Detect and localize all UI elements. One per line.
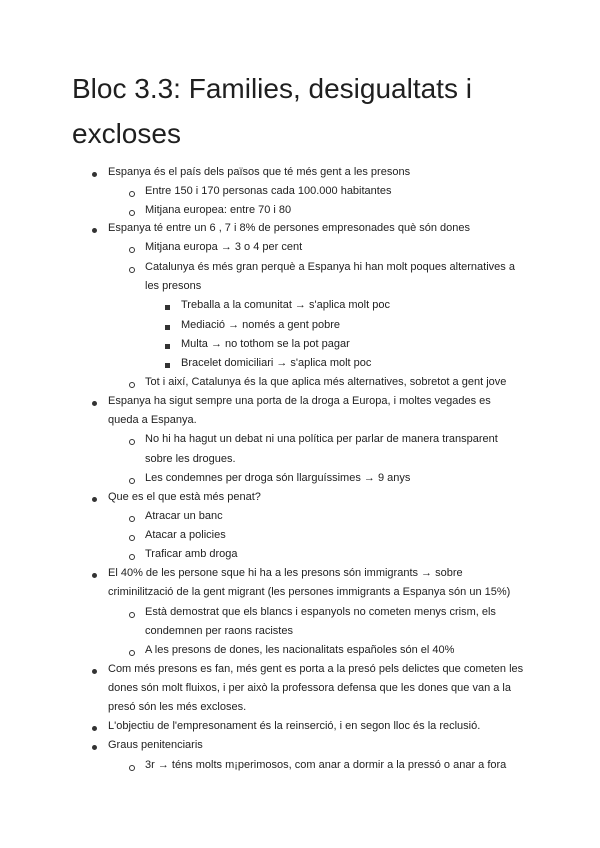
bullet-square-icon bbox=[165, 305, 170, 310]
list-item: Espanya ha sigut sempre una porta de la droga a Europa, i moltes vegades es bbox=[108, 395, 491, 407]
list-item: Mediació → només a gent pobre bbox=[181, 319, 340, 331]
bullet-dot-icon bbox=[92, 497, 97, 502]
list-item: Traficar amb droga bbox=[145, 548, 238, 560]
list-item-continuation: dones són molt fluixos, i per això la professora defensa que les dones que van a la bbox=[108, 682, 511, 694]
list-item-continuation: presó són les més excloses. bbox=[108, 701, 247, 713]
bullet-circle-icon bbox=[129, 439, 135, 445]
bullet-circle-icon bbox=[129, 247, 135, 253]
bullet-circle-icon bbox=[129, 478, 135, 484]
bullet-circle-icon bbox=[129, 382, 135, 388]
bullet-circle-icon bbox=[129, 612, 135, 618]
list-item: Com més presons es fan, més gent es porta a la presó pels delictes que cometen les bbox=[108, 663, 524, 675]
bullet-circle-icon bbox=[129, 554, 135, 560]
bullet-circle-icon bbox=[129, 210, 135, 216]
list-item: Tot i així, Catalunya és la que aplica més alternatives, sobretot a gent jove bbox=[145, 376, 507, 388]
list-item-continuation: queda a Espanya. bbox=[108, 414, 197, 426]
bullet-dot-icon bbox=[92, 669, 97, 674]
list-item: A les presons de dones, les nacionalitats españoles són el 40% bbox=[145, 644, 455, 656]
list-item: Mitjana europa → 3 o 4 per cent bbox=[145, 241, 303, 253]
bullet-circle-icon bbox=[129, 650, 135, 656]
list-item: Mitjana europea: entre 70 i 80 bbox=[145, 204, 292, 216]
list-item: El 40% de les persone sque hi ha a les presons són immigrants → sobre bbox=[108, 567, 463, 579]
bullet-circle-icon bbox=[129, 765, 135, 771]
bullet-circle-icon bbox=[129, 267, 135, 273]
list-item: L'objectiu de l'empresonament és la reinserció, i en segon lloc és la reclusió. bbox=[108, 720, 481, 732]
bullet-circle-icon bbox=[129, 191, 135, 197]
bullet-dot-icon bbox=[92, 573, 97, 578]
list-item: Està demostrat que els blancs i espanyols no cometen menys crism, els bbox=[145, 606, 496, 618]
list-item: Catalunya és més gran perquè a Espanya hi han molt poques alternatives a bbox=[145, 261, 515, 273]
list-item-continuation: criminilització de la gent migrant (les persones immigrants a Espanya són un 15%) bbox=[108, 586, 511, 598]
list-item: Que es el que està més penat? bbox=[108, 491, 261, 503]
list-item-continuation: les presons bbox=[145, 280, 202, 292]
bullet-dot-icon bbox=[92, 745, 97, 750]
page-title: Bloc 3.3: Families, desigualtats i excloses bbox=[72, 73, 472, 149]
list-item: Graus penitenciaris bbox=[108, 739, 203, 751]
bullet-square-icon bbox=[165, 325, 170, 330]
list-item: Entre 150 i 170 personas cada 100.000 habitantes bbox=[145, 185, 392, 197]
list-item: Espanya té entre un 6 , 7 i 8% de persones empresonades què són dones bbox=[108, 222, 471, 234]
list-item: Bracelet domiciliari → s'aplica molt poc bbox=[181, 357, 372, 369]
list-item: 3r → téns molts m¡perimosos, com anar a dormir a la pressó o anar a fora bbox=[145, 759, 507, 771]
bullet-dot-icon bbox=[92, 172, 97, 177]
list-item: Multa → no tothom se la pot pagar bbox=[181, 338, 350, 350]
bullet-dot-icon bbox=[92, 228, 97, 233]
list-item: Atracar un banc bbox=[145, 510, 223, 522]
bullet-circle-icon bbox=[129, 535, 135, 541]
list-item: Espanya és el país dels països que té més gent a les presons bbox=[108, 166, 411, 178]
bullet-square-icon bbox=[165, 344, 170, 349]
list-item: Treballa a la comunitat → s'aplica molt poc bbox=[181, 299, 390, 311]
bullet-dot-icon bbox=[92, 726, 97, 731]
list-item-continuation: sobre les drogues. bbox=[145, 453, 236, 465]
bullet-square-icon bbox=[165, 363, 170, 368]
list-item: Les condemnes per droga són llarguíssimes → 9 anys bbox=[145, 472, 411, 484]
bullet-dot-icon bbox=[92, 401, 97, 406]
bullet-circle-icon bbox=[129, 516, 135, 522]
list-item: No hi ha hagut un debat ni una política per parlar de manera transparent bbox=[145, 433, 498, 445]
list-item: Atacar a policies bbox=[145, 529, 226, 541]
list-item-continuation: condemnen per raons racistes bbox=[145, 625, 293, 637]
